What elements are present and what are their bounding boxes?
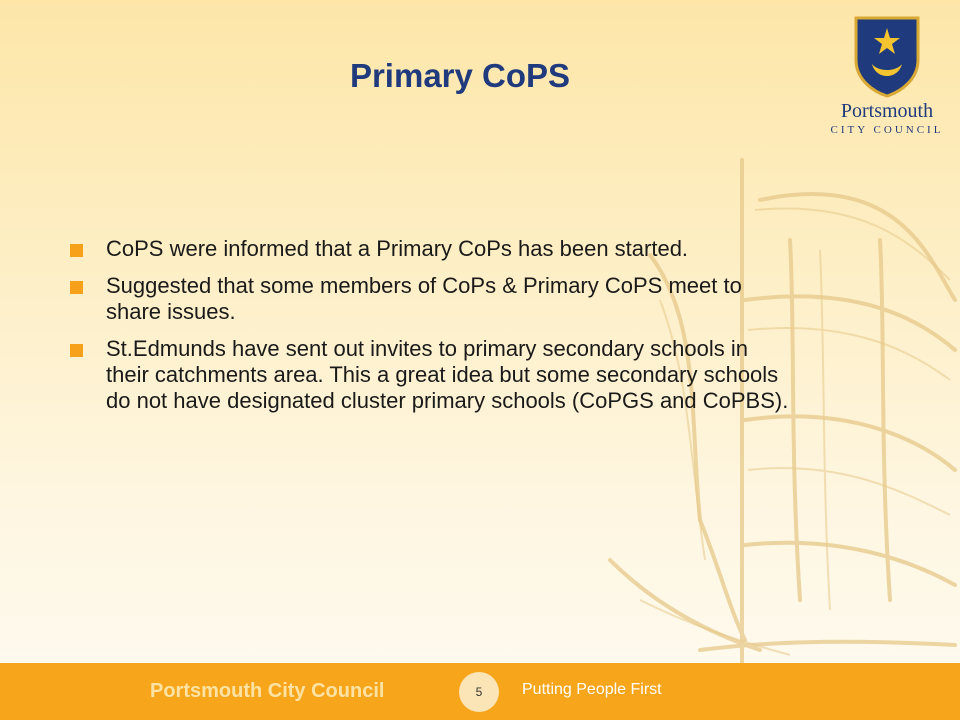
footer-brand: Portsmouth City Council [150,680,385,702]
bullet-item [70,336,790,414]
bullet-item [70,236,790,262]
bullet-text: St.Edmunds have sent out invites to primary secondary schools in their catchments area. This a great idea but some secondary schools do not have designated cluster primary schools (CoPGS and CoPBS). [106,336,789,413]
bullet-item [70,273,790,325]
portsmouth-logo [828,14,946,146]
star-and-crescent-shield-icon [850,14,924,98]
orange-square-icon [70,344,83,357]
footer-bar [0,663,960,720]
footer-tagline: Putting People First [522,681,662,698]
logo-name: Portsmouth [840,100,934,122]
orange-square-icon [70,281,83,294]
page-number-badge: 5 [459,672,499,712]
orange-square-icon [70,244,83,257]
logo-subtitle: CITY COUNCIL [830,124,944,136]
slide-title: Primary CoPS [349,57,571,94]
bullet-list [70,236,790,425]
bullet-text: Suggested that some members of CoPs & Primary CoPS meet to share issues. [106,273,742,324]
bullet-text: CoPS were informed that a Primary CoPs has been started. [106,236,689,261]
